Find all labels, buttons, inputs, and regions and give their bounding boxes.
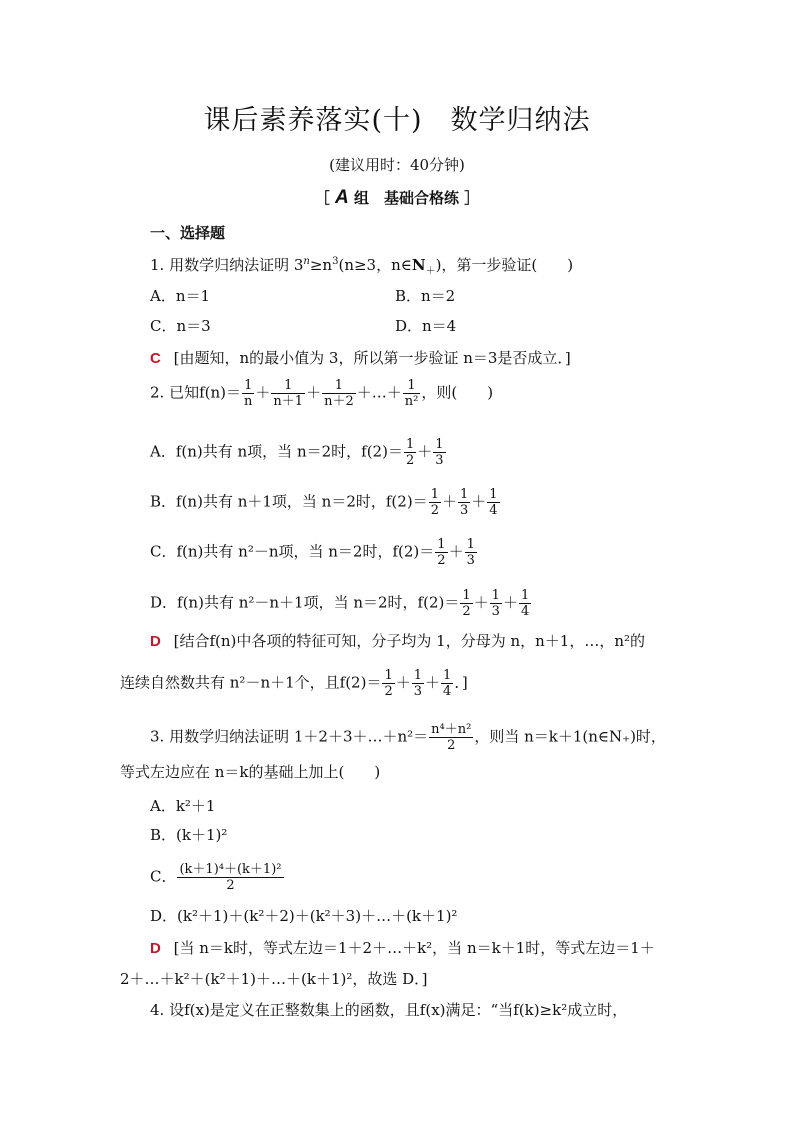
q1-answer	[150, 347, 571, 370]
q3-option-d: D．(k²＋1)＋(k²＋2)＋(k²＋3)＋…＋(k＋1)²	[150, 907, 458, 925]
bracket-right: ］	[464, 189, 480, 207]
q3-answer-cont: 2＋…＋k²＋(k²＋1)＋…＋(k＋1)²，故选 D．]	[120, 970, 428, 988]
q2-answer	[150, 630, 645, 653]
question-number: 4.	[150, 1001, 165, 1019]
q2-option-c: C．f(n)共有 n²－n项，当 n＝2时，f(2)＝ $\frac{1}{2}$ ＋ $\frac{1}{3}$	[150, 537, 475, 568]
stem-part: ≥n	[309, 256, 333, 274]
fraction: $\frac{1}{n+1}$	[273, 378, 304, 409]
question-4-stem	[150, 999, 627, 1021]
fraction: $\frac{1}{n+2}$	[324, 378, 354, 409]
q3-answer	[150, 937, 655, 960]
exponent: 3	[332, 256, 339, 267]
answer-explanation: [由题知，n的最小值为 3，所以第一步验证 n＝3是否成立．]	[173, 349, 571, 367]
page-title: 课后素养落实(十) 数学归纳法	[203, 105, 591, 136]
group-text: 组 基础合格练	[353, 189, 459, 207]
question-number: 3.	[150, 727, 165, 746]
q1-option-a: A．n＝1	[150, 287, 211, 305]
q2-answer-cont: 连续自然数共有 n²－n＋1个，且f(2)＝ $\frac{1}{2}$ ＋ $\frac{1}{3}$ ＋ $\frac{1}{4}$ ．]	[120, 668, 468, 699]
question-number: 2.	[150, 383, 165, 402]
fraction: $\frac{1}{\text{n²}}$	[404, 378, 419, 409]
q3-option-a: A．k²＋1	[150, 797, 216, 815]
q2-option-b: B．f(n)共有 n＋1项，当 n＝2时，f(2)＝ $\frac{1}{2}$ ＋ $\frac{1}{3}$ ＋ $\frac{1}{4}$	[150, 487, 498, 518]
fraction: $\frac{\text{n⁴＋n²}}{2}$	[431, 722, 472, 753]
exponent: n	[303, 256, 310, 267]
stem-part: ，则( )	[421, 383, 494, 402]
group-letter: A	[335, 187, 349, 208]
answer-explanation: [结合f(n)中各项的特征可知，分子均为 1，分母为 n，n＋1，…，n²的	[173, 632, 646, 650]
time-suggestion: (建议用时：40分钟)	[329, 156, 465, 174]
group-heading	[0, 187, 794, 209]
stem-part: 设f(x)是定义在正整数集上的函数，且f(x)满足：“当f(k)≥k²成立时，	[169, 1001, 628, 1019]
q3-option-b: B．(k＋1)²	[150, 826, 228, 844]
stem-part: 已知f(n)＝	[169, 383, 242, 402]
question-number: 1.	[150, 256, 165, 274]
question-1-stem: 1. 用数学归纳法证明 $3^n\ge n^3(n\ge 3$，$n\in N_+$)，第一步验证( )	[150, 256, 574, 277]
q1-option-d: D．n＝4	[395, 317, 457, 335]
answer-letter: D	[150, 633, 161, 650]
stem-part: (n≥3，n∈	[338, 256, 412, 274]
q3-option-c: C． $\frac{\text{(k＋1)⁴＋(k＋1)²}}{2}$	[150, 862, 282, 893]
stem-part: 用数学归纳法证明 3	[169, 256, 304, 274]
bracket-left: ［	[314, 189, 330, 207]
fraction: $\frac{1}{n}$	[244, 378, 253, 409]
q1-option-c: C．n＝3	[150, 317, 211, 335]
answer-letter: D	[150, 940, 161, 957]
set-symbol: N	[411, 256, 426, 274]
q2-option-a: A．f(n)共有 n项，当 n＝2时，f(2)＝ $\frac{1}{2}$ ＋ $\frac{1}{3}$	[150, 437, 444, 468]
q2-option-d: D．f(n)共有 n²－n＋1项，当 n＝2时，f(2)＝ $\frac{1}{2}$ ＋ $\frac{1}{3}$ ＋ $\frac{1}{4}$	[150, 588, 530, 619]
answer-explanation: [当 n＝k时，等式左边＝1＋2＋…＋k²，当 n＝k＋1时，等式左边＝1＋	[173, 939, 655, 957]
answer-letter: C	[150, 350, 161, 367]
question-3-stem: 3. 用数学归纳法证明 1＋2＋3＋…＋n²＝ $\frac{\text{n⁴＋n²}}{2}$ ，则当 n＝k＋1(n∈N₊)时，	[150, 722, 666, 753]
question-3-stem-cont: 等式左边应在 n＝k的基础上加上( )	[120, 763, 381, 781]
question-2-stem: 2. 已知f(n)＝ $\frac{1}{n}$ ＋ $\frac{1}{n+1}$ ＋ $\frac{1}{n+2}$ ＋…＋ $\frac{1}{\text{n²}}$ ，则( )	[150, 378, 494, 409]
section-heading: 一、选择题	[150, 224, 226, 242]
stem-part: )，第一步验证( )	[435, 256, 574, 274]
q1-option-b: B．n＝2	[395, 287, 456, 305]
